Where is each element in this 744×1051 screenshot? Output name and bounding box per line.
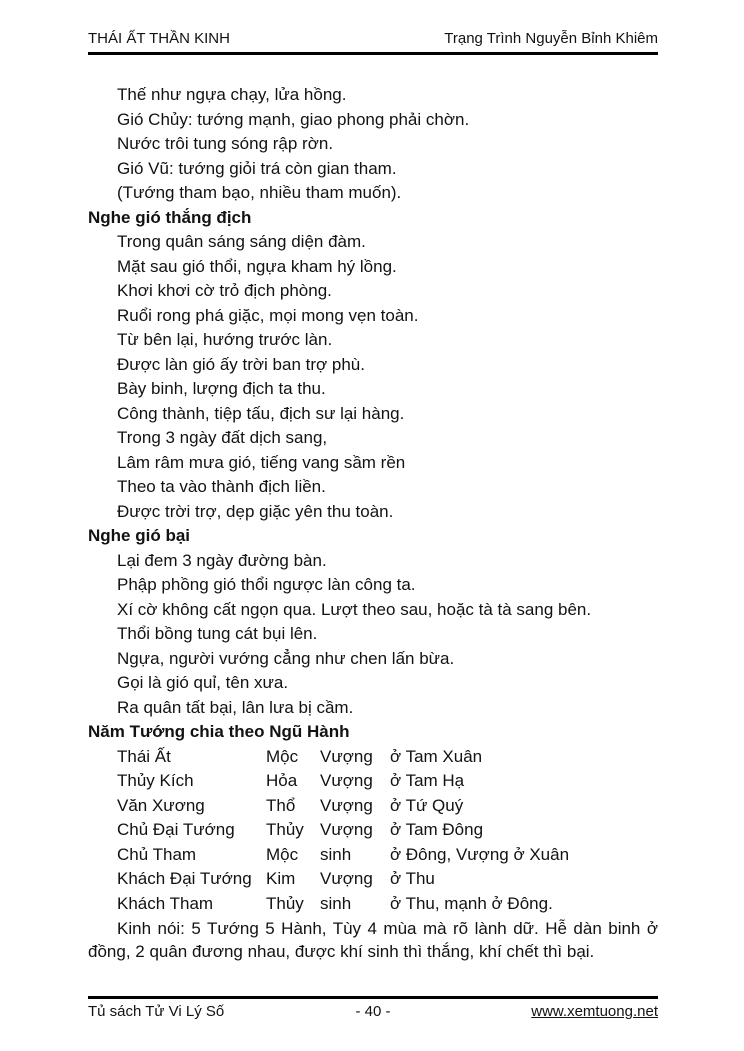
table-cell: Mộc <box>266 746 299 766</box>
verse-line: Bày binh, lượng địch ta thu. <box>117 379 326 398</box>
table-cell: Chủ Tham <box>117 844 197 864</box>
verse-line: Lâm râm mưa gió, tiếng vang sầm rền <box>117 452 406 472</box>
verse-line: Nước trôi tung sóng rập rờn. <box>117 134 334 153</box>
table-cell: ở Đông, Vượng ở Xuân <box>390 844 570 864</box>
table-cell: ở Thu, mạnh ở Đông. <box>390 894 553 914</box>
table-row <box>88 892 658 917</box>
table-cell: Chủ Đại Tướng <box>117 820 235 840</box>
table-cell: Văn Xương <box>117 795 205 815</box>
footer-series-title: Tủ sách Tử Vi Lý Số <box>88 1003 225 1020</box>
verse-line: Theo ta vào thành địch liền. <box>117 477 326 496</box>
page-footer <box>88 996 658 1021</box>
document-body <box>88 83 658 964</box>
verse-line: Gió Vũ: tướng giỏi trá còn gian tham. <box>117 158 397 178</box>
verse-line: Từ bên lại, hướng trước làn. <box>117 330 333 349</box>
table-cell: Thủy <box>266 820 304 840</box>
table-cell: Vượng <box>320 746 373 766</box>
table-cell: Khách Tham <box>117 894 214 914</box>
closing-paragraph: Kinh nói: 5 Tướng 5 Hành, Tùy 4 mùa mà rõ lành dữ. Hễ dàn binh ở đồng, 2 quân đương nhau, được khí sinh thì thắng, khí chết thì bại. <box>88 918 658 962</box>
table-cell: Hỏa <box>266 771 298 791</box>
table-cell: Khách Đại Tướng <box>117 869 252 889</box>
table-cell: Thổ <box>266 795 296 815</box>
table-cell: Vượng <box>320 820 373 840</box>
table-cell: Thủy <box>266 894 304 914</box>
table-cell: sinh <box>320 894 352 914</box>
verse-line: Phập phồng gió thổi ngược làn công ta. <box>117 575 416 594</box>
page-header <box>88 0 658 55</box>
table-row <box>88 745 658 770</box>
table-row <box>88 818 658 843</box>
table-cell: ở Tam Hạ <box>390 771 465 791</box>
verse-line: Thổi bồng tung cát bụi lên. <box>117 624 318 643</box>
table-cell: ở Tam Xuân <box>390 746 483 766</box>
section-heading: Năm Tướng chia theo Ngũ Hành <box>88 722 350 741</box>
verse-line: Gọi là gió quỉ, tên xưa. <box>117 673 289 692</box>
table-cell: Vượng <box>320 771 373 791</box>
verse-line: (Tướng tham bạo, nhiều tham muốn). <box>117 183 402 202</box>
table-row <box>88 843 658 868</box>
verse-line: Mặt sau gió thổi, ngựa kham hý lồng. <box>117 256 397 276</box>
table-cell: Kim <box>266 869 296 889</box>
verse-line: Lại đem 3 ngày đường bàn. <box>117 550 327 570</box>
verse-line: Ruổi rong phá giặc, mọi mong vẹn toàn. <box>117 305 419 325</box>
table-cell: Vượng <box>320 795 373 815</box>
verse-line: Thế như ngựa chạy, lửa hồng. <box>117 85 347 104</box>
page-number: - 40 - <box>355 1003 391 1020</box>
table-row <box>88 794 658 819</box>
document-title: THÁI ẤT THẦN KINH <box>88 30 230 47</box>
table-cell: Vượng <box>320 869 373 889</box>
footer-website-link[interactable]: www.xemtuong.net <box>531 1003 658 1020</box>
page-container <box>88 0 658 1051</box>
verse-line: Được trời trợ, dẹp giặc yên thu toàn. <box>117 501 394 521</box>
verse-line: Được làn gió ấy trời ban trợ phù. <box>117 354 365 374</box>
verse-line: Ra quân tất bại, lân lưa bị cầm. <box>117 697 354 717</box>
table-cell: ở Tam Đông <box>390 820 484 840</box>
verse-line: Công thành, tiệp tấu, địch sư lại hàng. <box>117 403 405 423</box>
verse-line: Ngựa, người vướng cẳng như chen lấn bừa. <box>117 648 455 668</box>
table-row <box>88 769 658 794</box>
verse-line: Khơi khơi cờ trỏ địch phòng. <box>117 281 332 300</box>
table-cell: Thủy Kích <box>117 771 194 791</box>
table-cell: Mộc <box>266 844 299 864</box>
author-name: Trạng Trình Nguyễn Bỉnh Khiêm <box>444 30 658 47</box>
table-row <box>88 867 658 892</box>
verse-line: Xí cờ không cất ngọn qua. Lượt theo sau, hoặc tà tà sang bên. <box>117 599 592 619</box>
table-cell: ở Tứ Quý <box>390 795 464 815</box>
table-cell: sinh <box>320 844 352 864</box>
verse-line: Gió Chủy: tướng mạnh, giao phong phải chờn. <box>117 109 470 129</box>
section-heading: Nghe gió bại <box>88 526 190 545</box>
section-heading: Nghe gió thắng địch <box>88 207 252 227</box>
table-cell: Thái Ất <box>117 746 171 766</box>
table-cell: ở Thu <box>390 869 435 889</box>
verse-line: Trong 3 ngày đất dịch sang, <box>117 428 328 447</box>
verse-line: Trong quân sáng sáng diện đàm. <box>117 232 366 251</box>
